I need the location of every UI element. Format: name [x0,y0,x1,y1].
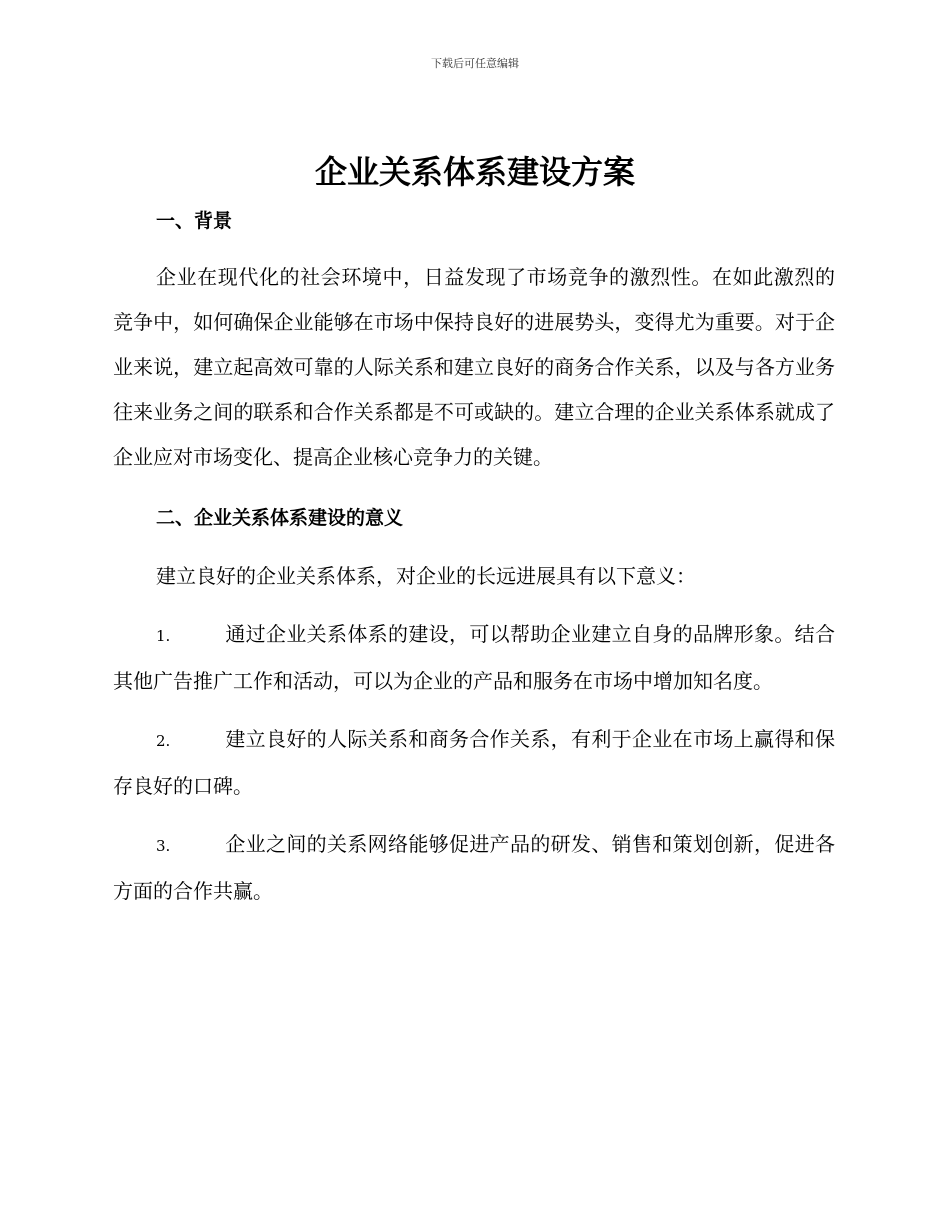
list-item-text: 建立良好的人际关系和商务合作关系，有利于企业在市场上赢得和保存良好的口碑。 [113,727,835,798]
list-item-text: 通过企业关系体系的建设，可以帮助企业建立自身的品牌形象。结合其他广告推广工作和活动，可以为企业的产品和服务在市场中增加知名度。 [113,622,835,693]
list-item [113,822,835,914]
list-item-number: 2. [156,732,171,750]
significance-intro: 建立良好的企业关系体系，对企业的长远进展具有以下意义： [156,564,696,588]
section-heading-background: 一、背景 [156,210,233,232]
document-title: 企业关系体系建设方案 [314,153,635,191]
background-paragraph: 企业在现代化的社会环境中，日益发现了市场竞争的激烈性。在如此激烈的竞争中，如何确保企业能够在市场中保持良好的进展势头，变得尤为重要。对于企业来说，建立起高效可靠的人际关系和建立良好的商务合作关系，以及与各方业务往来业务之间的联系和合作关系都是不可或缺的。建立合理的企业关系体系就成了企业应对市场变化、提高企业核心竞争力的关键。 [113,265,835,469]
list-item-number: 3. [156,837,171,855]
list-item [113,717,835,809]
list-item-number: 1. [156,627,171,645]
document-body [113,205,835,914]
section-heading-significance: 二、企业关系体系建设的意义 [156,507,404,529]
page-header-note: 下载后可任意编辑 [431,57,519,70]
list-item [113,612,835,704]
list-item-text: 企业之间的关系网络能够促进产品的研发、销售和策划创新，促进各方面的合作共赢。 [113,832,835,903]
